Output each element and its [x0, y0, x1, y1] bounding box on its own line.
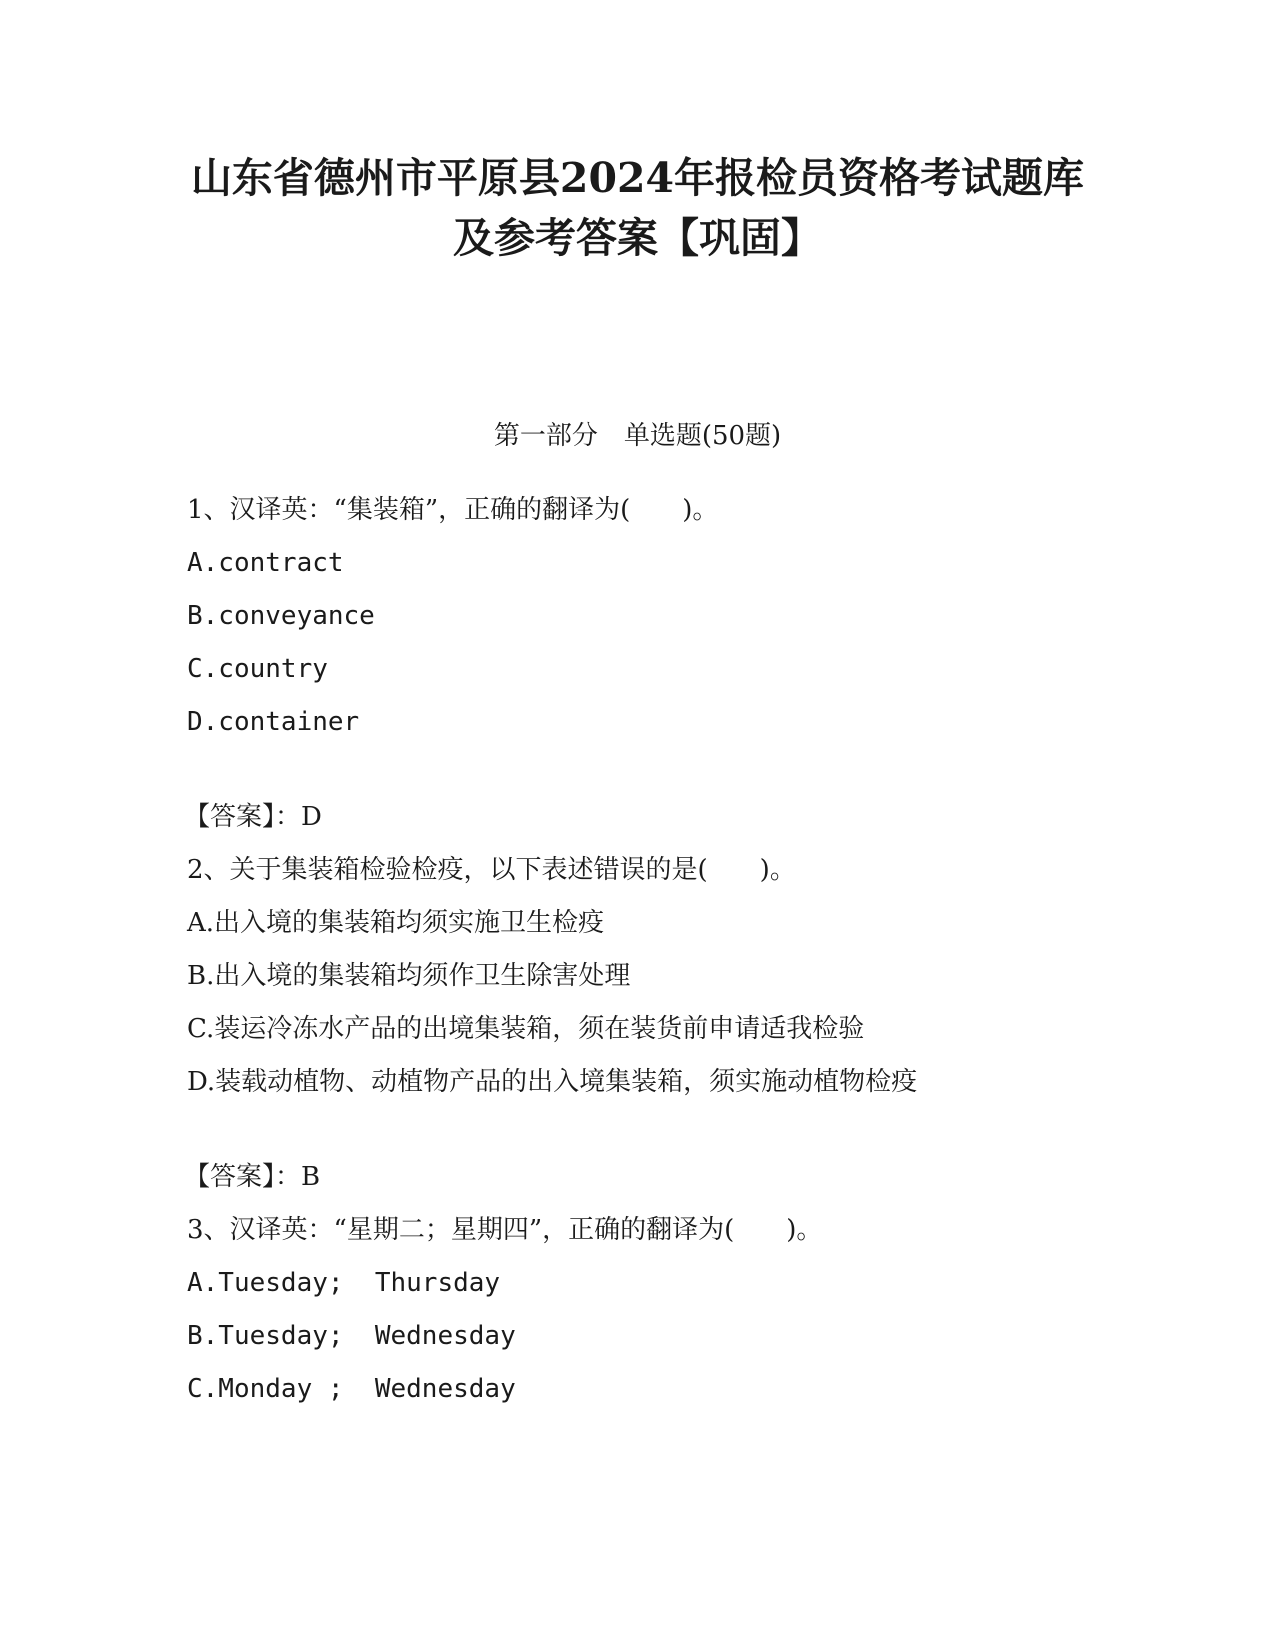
question-1-option-b: B.conveyance [187, 601, 375, 631]
question-1-option-c: C.country [187, 654, 328, 684]
question-2-option-a: A.出入境的集装箱均须实施卫生检疫 [187, 908, 605, 938]
question-2-stem: 2、关于集装箱检验检疫，以下表述错误的是( )。 [187, 855, 796, 885]
section-heading: 第一部分 单选题(50题) [493, 421, 782, 451]
question-1-answer: 【答案】：D [184, 802, 322, 832]
question-1-option-d: D.container [187, 707, 360, 737]
document-title-line-1: 山东省德州市平原县2024年报检员资格考试题库 [190, 154, 1085, 202]
question-2-option-d: D.装载动植物、动植物产品的出入境集装箱，须实施动植物检疫 [187, 1067, 918, 1097]
question-1-option-a: A.contract [187, 548, 344, 578]
question-2-option-b: B.出入境的集装箱均须作卫生除害处理 [187, 961, 631, 991]
question-3-option-a: A.Tuesday; Thursday [187, 1268, 501, 1298]
question-3-option-b: B.Tuesday; Wednesday [187, 1321, 516, 1351]
question-3-option-c: C.Monday ; Wednesday [187, 1374, 516, 1404]
document-title-line-2: 及参考答案【巩固】 [453, 214, 822, 262]
question-2-option-c: C.装运冷冻水产品的出境集装箱，须在装货前申请适我检验 [187, 1014, 865, 1044]
question-2-answer: 【答案】：B [184, 1162, 321, 1192]
question-1-stem: 1、汉译英：“集装箱”，正确的翻译为( )。 [187, 495, 719, 525]
question-3-stem: 3、汉译英：“星期二；星期四”，正确的翻译为( )。 [187, 1215, 823, 1245]
